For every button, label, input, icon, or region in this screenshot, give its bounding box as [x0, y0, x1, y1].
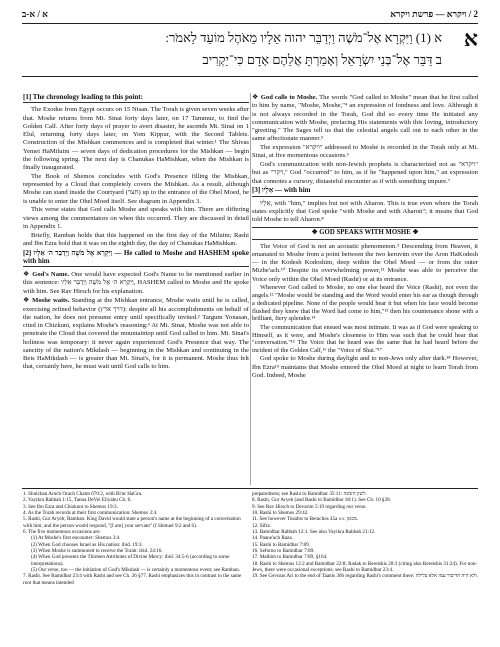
- verse-separator: [22, 76, 478, 77]
- paragraph: The Book of Shemos concludes with God's Presence filling the Mishkan, represented by a Cloud that completely covers the Mishkan. As a result, although Moshe can stand inside the Courtyard (חצר) up to the entrance of the Ohel Moed, he is unable to enter the Ohel Moed itself. See diagram in Appendix 3.: [23, 172, 249, 205]
- footnote: 2. Vayikra Rabbah 1:15, Tanna DeVei Eliyahu Ch. 6.: [23, 497, 132, 504]
- bullet-moshe-waits: [23, 296, 249, 371]
- header-parashah: 2 / ויקרא — פרשת ויקרא: [390, 9, 478, 19]
- hebrew-verse-block: [22, 24, 478, 86]
- footnote: 8. Rashi, Gur Aryeh (and Rashi to Bamidbar 18:1). See Ch. 10 §28.: [252, 497, 391, 504]
- section-heading-with-him: [3] אֵלָיו — with him: [252, 186, 478, 196]
- boxed-heading-text: GOD SPEAKS WITH MOSHE: [319, 229, 411, 237]
- footnote: 10. Rashi to Shemos 29:42.: [252, 510, 309, 517]
- running-header: [22, 8, 478, 24]
- footnote: preparedness; see Rashi to Bamidbar 35:11: לשון הזמנה.: [252, 491, 367, 497]
- footnote: 9. See Rav Hirsch to Devarim 5:19 regarding our verse.: [252, 503, 367, 510]
- paragraph: אֵלָיו, with "him," implies but not with Aharon. This is true even where the Torah states explicitly that God spoke "with Moshe and with Aharon"; it means that God told Moshe to tell Aharon.⁸: [252, 199, 478, 223]
- bullet-god-calls: [252, 93, 478, 144]
- footnote: 3. See Ibn Ezra and Chizkuni to Shemos 19:3.: [23, 503, 118, 510]
- paragraph: God's communication with non-Jewish prophets is characterized not as "ויקרא" but as "ויקר," God "occurred" to him, as if he "happened upon him," an expression that connotes a cursory, distasteful encounter as if with something impure.⁷: [252, 161, 478, 185]
- footnote: 7. Rashi. See Bamidbar 23:4 with Rashi and see Ch. 26 §77. Rashi emphasizes this in contrast to the same root that means intended: [23, 573, 242, 586]
- footnote: (1) At Moshe's first encounter: Shemos 3:4.: [31, 535, 121, 542]
- footnote: (4) When God presents the Thirteen Attributes of Divine Mercy: ibid. 34:5-6 (according to some interpretations).: [31, 554, 230, 567]
- commentary-left-column: [23, 93, 249, 485]
- commentary-right-column: [252, 93, 478, 485]
- chapter-letter: א: [463, 26, 478, 51]
- footnote: 13. Bamidbar Rabbah 12:1. See also Vayikra Rabbah 21:12.: [252, 529, 376, 536]
- footnote: 4. As the Torah records at their first communication: Shemos 3:4.: [23, 510, 158, 517]
- diamond-icon: ❖: [252, 93, 261, 101]
- footnote: 6. The five momentous occasions are:: [23, 529, 101, 536]
- footnote: 12. Sifra.: [252, 522, 271, 529]
- indented-quote: Whenever God called to Moshe, no one else heard the Voice (Rashi), not even the angels.¹² "Moshe would be standing and the Word would enter his ear as though through a dedicated pipeline. None of the people would hear it but when his face would become flushed they knew that the Word had come to him,"¹³ then his countenance shone with a brilliant, fiery splendor.¹⁴: [252, 284, 478, 323]
- bullet-title: God calls to Moshe.: [260, 94, 318, 101]
- bullet-title: Moshe waits.: [32, 297, 70, 305]
- verse-line-2: ב דַּבֵּר אֶל־בְּנֵי יִשְׂרָאֵל וְאָמַרְתָּ אֲלֵהֶם אָדָם כִּי־יַקְרִיב: [202, 52, 442, 67]
- footnote: (2) When God chooses Israel as His nation: ibid. 19:3.: [31, 541, 143, 548]
- bullet-title: God's Name.: [32, 271, 70, 278]
- boxed-heading-god-speaks: ❖ GOD SPEAKS WITH MOSHE ❖: [252, 227, 478, 239]
- footnote: (3) When Moshe is summoned to receive the Torah: ibid. 24:16.: [31, 548, 163, 555]
- footnote-separator: [22, 488, 478, 489]
- footnote: 1. Shulchan Aruch Orach Chaim 670:2, with Bi'ur HaGra.: [23, 491, 143, 497]
- diamond-icon: ❖: [23, 270, 33, 278]
- bullet-text: Standing at the Mishkan entrance, Moshe waits until he is called, exercising refined behavior (דרך ארץ): despite all his accomplishments on behalf of the nation, he does not presume entry until specifically invited.² Targum Yonasan, cited in Chizkuni, explains Moshe's reasoning:³ At Mt. Sinai, Moshe was not able to penetrate the Cloud that covered the mountaintop until God called to him. Mt. Sinai's holiness was temporary: it never again experienced God's Presence that way. The sanctity of the nation's Mikdash — beginning in the Mishkan and continuing in the Beis HaMikdash — is greater than Mt. Sinai's, for it is permanent. Moshe thus felt that, certainly here, he must wait until God calls to him.: [23, 297, 249, 371]
- diamond-icon: ❖: [23, 296, 33, 305]
- indented-quote: The communication that ensued was most intimate. It was as if God were speaking to Himself, as it were, and Moshe's closeness to Him was such that he could hear that "conversation."¹⁵ The Voice that he heard was the same that he had heard before the incident of the Golden Calf,¹⁶ the "Voice of Shai."¹⁷: [252, 323, 478, 355]
- bullet-gods-name: [23, 270, 249, 296]
- bullet-text: The words "God called to Moshe" mean that he first called to him by name, "Moshe, Moshe,"⁴ an expression of fondness and love. Although it is not always recorded in the Torah, God did so every time He initiated any communication with Moshe, prefacing His statements with this loving, introductory "greeting." The Sages tell us that the celestial angels call out to each other in the same affectionate manner.⁵: [252, 94, 478, 143]
- footnote: 16. Seforno to Bamidbar 7:89.: [252, 548, 315, 555]
- footnotes-right: [252, 491, 478, 641]
- footnote: 15. Rashi to Bamidbar 7:89.: [252, 541, 310, 548]
- footnote: 19. See Gevuras Ari to the end of Taanis 30b regarding Rashi's comment there: ולא היה הדיבור עמו אלא בלילה.: [252, 573, 478, 580]
- section-heading-he-called: [2] וַיִּקְרָא אֶל מֹשֶׁה וַיְדַבֵּר ה׳ אֵלָיו — He called to Moshe and HASHEM spoke with him: [23, 249, 249, 268]
- column-divider: [250, 93, 251, 485]
- footnote: 11. See however Tosafos to Berachos 45a s.v. מכאן.: [252, 516, 359, 523]
- footnote: 5. Rashi, Gur Aryeh; Ramban. King David would state a person's name at the beginning of a conversation with him, and the person would respond, "[I am] your servant" (I Shmuel 9:2 and 6).: [23, 516, 241, 529]
- verse-line-1: א (1) וַיִּקְרָא אֶל־מֹשֶׁה וַיְדַבֵּר יהוה אֵלָיו מֵאֹהֶל מוֹעֵד לֵאמֹר:: [165, 30, 442, 45]
- footnote: 17. Malbim to Bamidbar 7:89, §164.: [252, 554, 328, 561]
- footnote: 14. Paane'ach Raza.: [252, 535, 293, 542]
- footnote: (5) Our verse, too — the initiation of God's Mikdash — is certainly a momentous event; see Ramban.: [31, 567, 240, 574]
- paragraph: The Exodus from Egypt occurs on 15 Nisan. The Torah is given seven weeks after that. Moshe returns from Mt. Sinai forty days later, on 17 Tammuz, to find the Golden Calf. After forty days of prayer to avert disaster, he ascends Mt. Sinai on 1 Elul, returning forty days later, on Yom Kippur, with the Second Tablets. Construction of the Mishkan commences and is completed that winter.¹ The Shivas Yemei HaMiluim — seven days of dedication procedures for the Mishkan — begin the following spring. The next day is Chanukas HaMishkan, when the Mishkan is finally inaugurated.: [23, 106, 249, 171]
- footnote: 18. Rashi to Shemos 12:2 and Bamidbar 22:8; Radak to Bereishis 20:3 (citing also Bereishis 31:24). For non-Jews, there were occasional exceptions; see Rashi to Bamidbar 23:4.: [252, 560, 478, 574]
- header-chapter-ref: א / א-ב: [22, 9, 48, 19]
- paragraph: This verse states that God calls Moshe and speaks with him. There are differing views among the commentators on when this occurred. They are discussed in detail in Appendix 1.: [23, 206, 249, 230]
- paragraph: The expression "ויקרא" addressed to Moshe is recorded in the Torah only at Mt. Sinai, at five momentous occasions.⁶: [252, 144, 478, 160]
- section-heading-chronology: [1] The chronology leading to this point:: [23, 93, 249, 103]
- footnotes-left: [23, 491, 249, 641]
- paragraph: God spoke to Moshe during daylight and to non-Jews only after dark.¹⁸ However, Ibn Ezra¹⁹ maintains that Moshe entered the Ohel Moed at night to learn Torah from God. Indeed, Moshe: [252, 355, 478, 379]
- paragraph: The Voice of God is not an acoustic phenomenon.⁹ Descending from Heaven, it emanated to Moshe from a point between the two keruvim over the Aron HaKodesh — in the Kodesh Kodoshim, deep within the Ohel Moed — or from the outer Mizbe'ach.¹⁰ Despite its overwhelming power,¹¹ Moshe was able to perceive the Voice only within the Ohel Moed (Rashi) or at its entrance.: [252, 242, 478, 283]
- paragraph: Briefly, Ramban holds that this happened on the first day of the Miluim; Rashi and Ibn Ezra hold that it was on the eighth day, the day of Chanukas HaMishkan.: [23, 231, 249, 247]
- bullet-text: One would have expected God's Name to be mentioned earlier in this sentence: וַיִּקְרָא ה׳ אֶל מֹשֶׁה וַיְדַבֵּר אֵלָיו, HASHEM called to Moshe and He spoke with him. See Rav Hirsch for his explanation.: [23, 271, 249, 295]
